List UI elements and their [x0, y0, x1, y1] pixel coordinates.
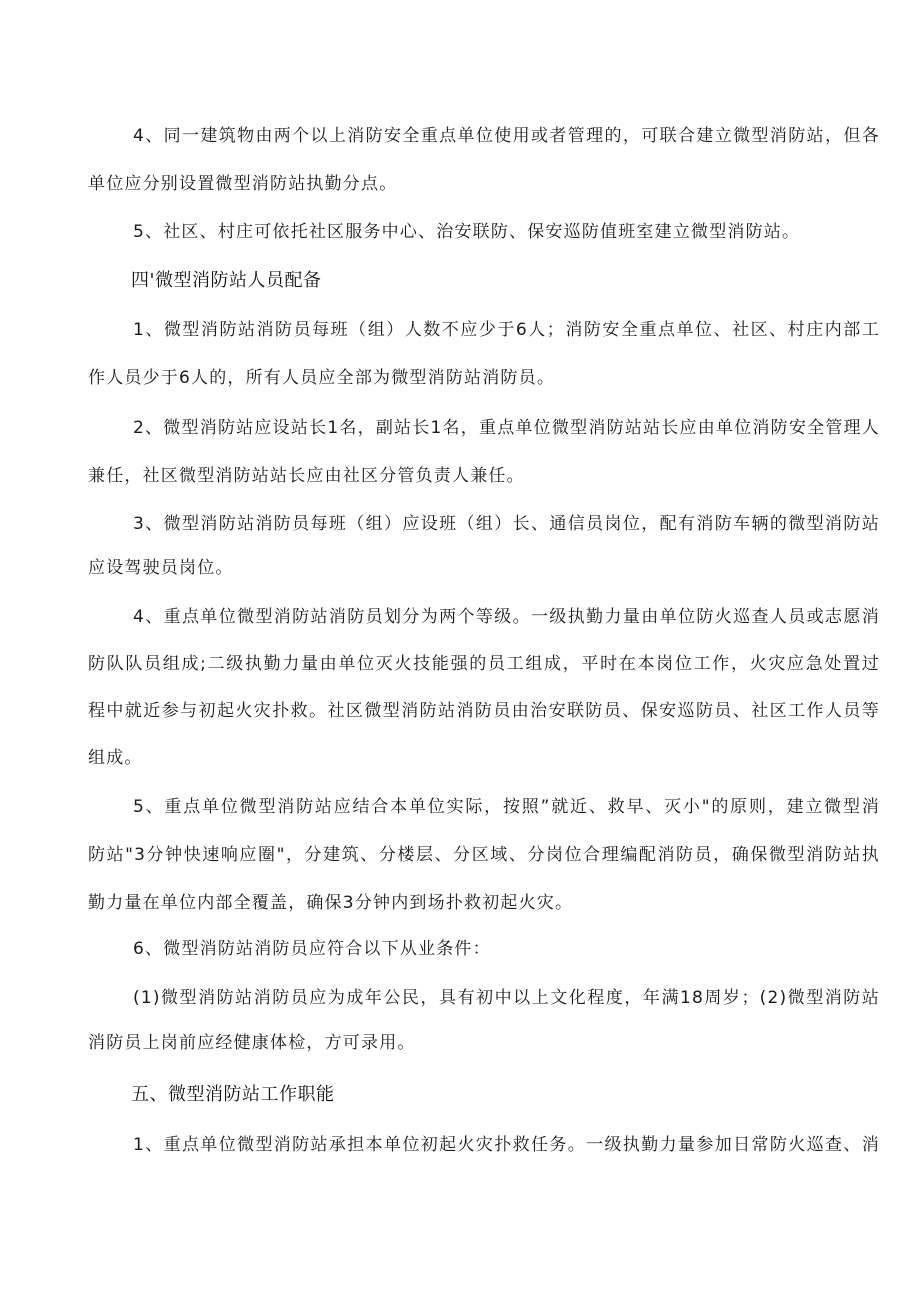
- section-heading: 四'微型消防站人员配备: [131, 270, 322, 291]
- paragraph-line: (1)微型消防站消防员应为成年公民，具有初中以上文化程度，年满18周岁；(2)微型消防站: [133, 988, 880, 1008]
- section-heading: 五、微型消防站工作职能: [131, 1084, 335, 1105]
- paragraph-line: 5、社区、村庄可依托社区服务中心、治安联防、保安巡防值班室建立微型消防站。: [133, 222, 801, 242]
- paragraph-line: 1、微型消防站消防员每班（组）人数不应少于6人；消防安全重点单位、社区、村庄内部工: [133, 320, 880, 340]
- paragraph-line: 4、同一建筑物由两个以上消防安全重点单位使用或者管理的，可联合建立微型消防站，但各: [133, 126, 880, 146]
- paragraph-line: 6、微型消防站消防员应符合以下从业条件：: [133, 939, 491, 959]
- paragraph-line: 勤力量在单位内部全覆盖，确保3分钟内到场扑救初起火灾。: [88, 893, 574, 913]
- paragraph-line: 3、微型消防站消防员每班（组）应设班（组）长、通信员岗位，配有消防车辆的微型消防站: [133, 514, 880, 534]
- paragraph-line: 应设驾驶员岗位。: [88, 558, 234, 578]
- paragraph-line: 5、重点单位微型消防站应结合本单位实际，按照”就近、救早、灭小"的原则，建立微型消: [133, 797, 880, 817]
- paragraph-line: 防站"3分钟快速响应圈"，分建筑、分楼层、分区域、分岗位合理编配消防员，确保微型消防站执: [88, 845, 880, 865]
- paragraph-line: 程中就近参与初起火灾扑救。社区微型消防站消防员由治安联防员、保安巡防员、社区工作人员等: [88, 701, 880, 721]
- paragraph-line: 2、微型消防站应设站长1名，副站长1名，重点单位微型消防站站长应由单位消防安全管理人: [133, 418, 880, 438]
- paragraph-line: 消防员上岗前应经健康体检，方可录用。: [88, 1033, 416, 1053]
- paragraph-line: 1、重点单位微型消防站承担本单位初起火灾扑救任务。一级执勤力量参加日常防火巡查、消: [133, 1135, 880, 1155]
- paragraph-line: 防队队员组成;二级执勤力量由单位灭火技能强的员工组成，平时在本岗位工作，火灾应急处置过: [88, 654, 880, 674]
- paragraph-line: 作人员少于6人的，所有人员应全部为微型消防站消防员。: [88, 368, 556, 388]
- paragraph-line: 4、重点单位微型消防站消防员划分为两个等级。一级执勤力量由单位防火巡查人员或志愿消: [133, 607, 880, 627]
- paragraph-line: 单位应分别设置微型消防站执勤分点。: [88, 174, 398, 194]
- paragraph-line: 组成。: [88, 748, 143, 768]
- paragraph-line: 兼任，社区微型消防站站长应由社区分管负责人兼任。: [88, 466, 525, 486]
